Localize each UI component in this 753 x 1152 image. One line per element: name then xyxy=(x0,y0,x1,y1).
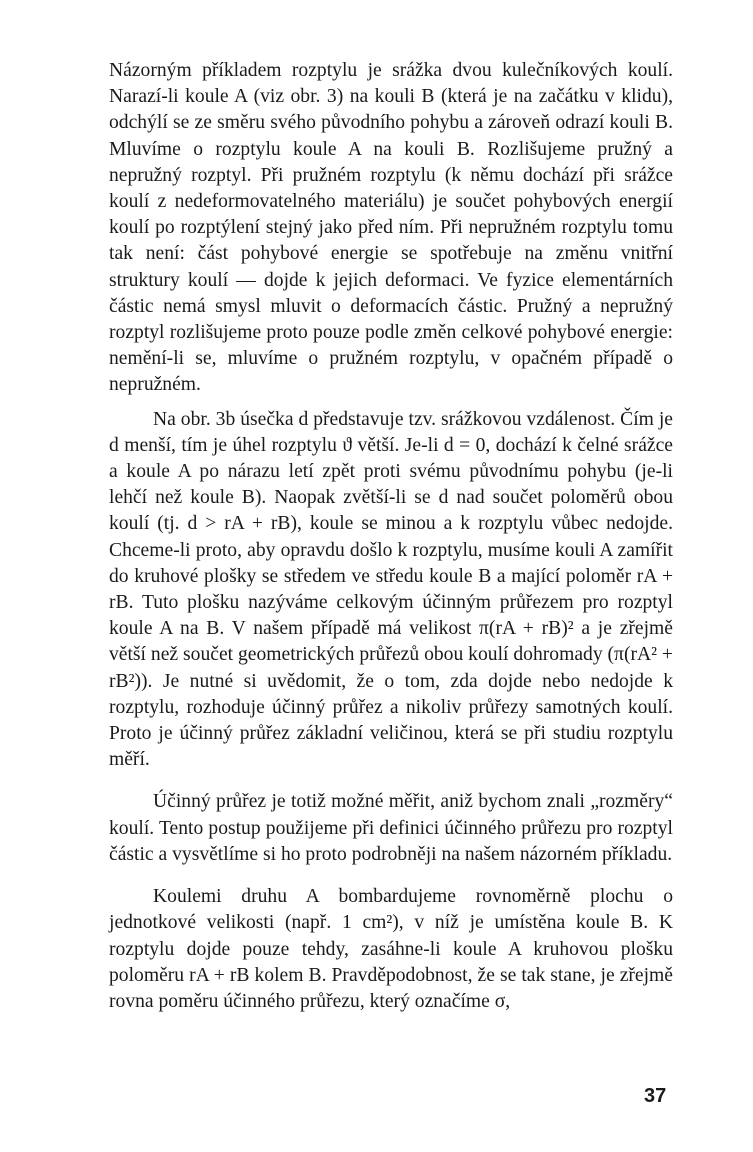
paragraph-bombardment: Koulemi druhu A bombardujeme rovnoměrně plochu o jednotkové velikosti (např. 1 cm²), v níž je umístěna koule B. K rozptylu dojde pouze tehdy, zasáhne-li koule A kruhovou plošku poloměru rA + rB kolem B. Pravděpodobnost, že se tak stane, je zřejmě rovna poměru účinného průřezu, který označíme σ, xyxy=(109,886,673,1012)
paragraph-scattering-intro: Názorným příkladem rozptylu je srážka dvou kulečníkových koulí. Narazí-li koule A (viz obr. 3) na kouli B (která je na začátku v klidu), odchýlí se ze směru svého původního pohybu a zároveň odrazí kouli B. Mluvíme o rozptylu koule A na kouli B. Rozlišujeme pružný a nepružný rozptyl. Při pružném rozptylu (k němu dochází při srážce koulí z nedeformovatelného materiálu) je součet pohybových energií koulí po rozptýlení stejný jako před ním. Při nepružném rozptylu tomu tak není: část pohybové energie se spotřebuje na změnu vnitřní struktury koulí — dojde k jejich deformaci. Ve fyzice elementárních částic nemá smysl mluvit o deformacích částic. Pružný a nepružný rozptyl rozlišujeme proto pouze podle změn celkové pohybové energie: nemění-li se, mluvíme o pružném rozptylu, v opačném případě o nepružném. xyxy=(109,60,673,396)
page-body xyxy=(109,58,673,1015)
page-number: 37 xyxy=(644,1085,667,1107)
paragraph-measuring-cross-section: Účinný průřez je totiž možné měřit, aniž bychom znali „rozměry“ koulí. Tento postup použijeme při definici účinného průřezu pro rozptyl částic a vysvětlíme si ho proto podrobněji na našem názorném příkladu. xyxy=(109,791,673,865)
paragraph-collision-distance: Na obr. 3b úsečka d představuje tzv. srážkovou vzdálenost. Čím je d menší, tím je úhel rozptylu ϑ větší. Je-li d = 0, dochází k čelné srážce a koule A po nárazu letí zpět proti svému původnímu pohybu (je-li lehčí než koule B). Naopak zvětší-li se d nad součet poloměrů obou koulí (tj. d > rA + rB), koule se minou a k rozptylu vůbec nedojde. Chceme-li proto, aby opravdu došlo k rozptylu, musíme kouli A zamířit do kruhové plošky se středem ve středu koule B a mající poloměr rA + rB. Tuto plošku nazýváme celkovým účinným průřezem pro rozptyl koule A na B. V našem případě má velikost π(rA + rB)² a je zřejmě větší než součet geometrických průřezů obou koulí dohromady (π(rA² + rB²)). Je nutné si uvědomit, že o tom, zda dojde nebo nedojde k rozptylu, rozhoduje účinný průřez a nikoliv průřezy samotných koulí. Proto je účinný průřez základní veličinou, která se při studiu rozptylu měří. xyxy=(109,408,673,771)
